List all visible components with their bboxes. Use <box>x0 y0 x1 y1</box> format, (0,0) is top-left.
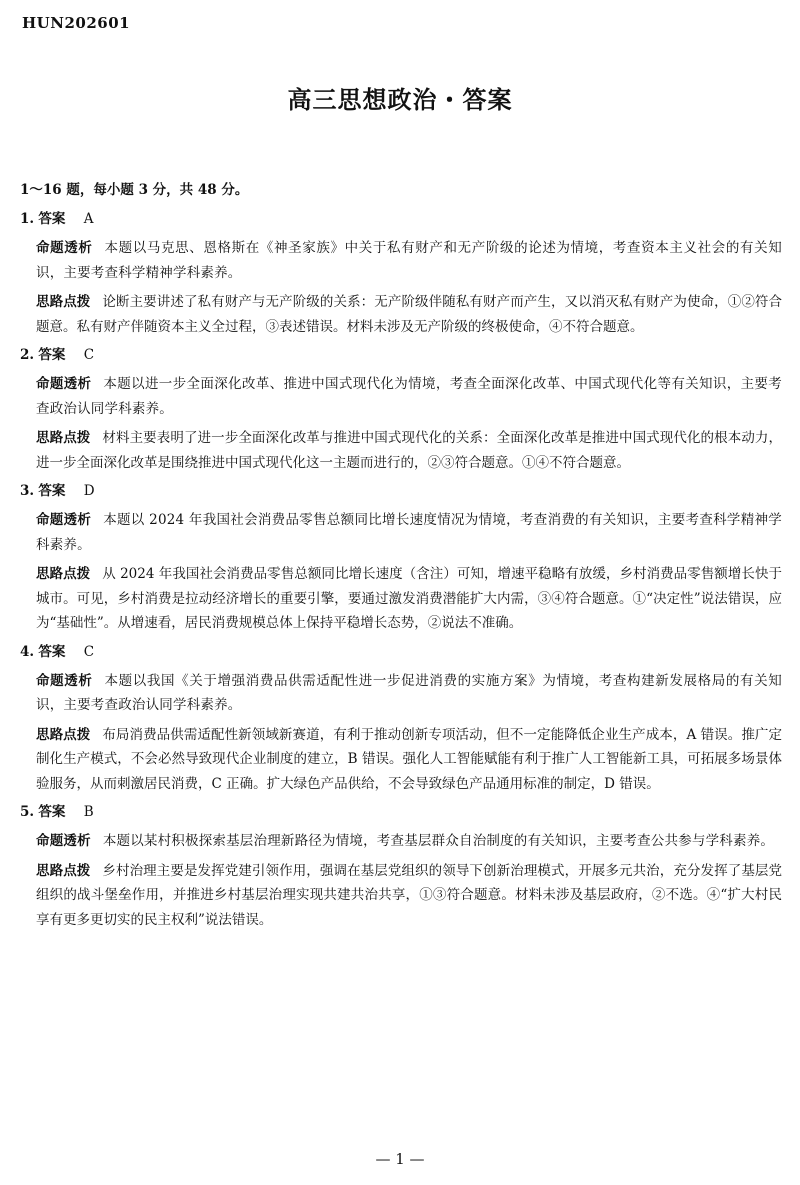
answer-label: 答案 <box>38 643 66 660</box>
question-2 <box>20 344 782 475</box>
question-1 <box>20 208 782 339</box>
hint-label: 思路点拨 <box>36 726 91 743</box>
hint-paragraph <box>20 723 782 797</box>
section-intro: 1～16 题，每小题 3 分，共 48 分。 <box>20 182 249 198</box>
question-number: 3. <box>20 483 35 499</box>
hint-paragraph <box>20 562 782 636</box>
question-header <box>20 801 782 823</box>
analysis-label: 命题透析 <box>36 512 92 528</box>
analysis-label: 命题透析 <box>36 376 92 392</box>
hint-text: 从 2024 年我国社会消费品零售总额同比增长速度（含注）可知，增速平稳略有放缓，乡村消费品零售额增长快于城市。可见，乡村消费是拉动经济增长的重要引擎，要通过激发消费潜能扩大内需，③④符合题意。①“决定性”说法错误，应为“基础性”。从增速看，居民消费规模总体上保持平稳增长态势，②说法不准确。 <box>36 566 783 631</box>
answer-choice: A <box>83 211 94 227</box>
analysis-paragraph <box>20 372 782 421</box>
question-5 <box>20 801 782 932</box>
page-number: — 1 — <box>375 1150 425 1168</box>
answer-choice: D <box>83 483 95 499</box>
hint-text: 乡村治理主要是发挥党建引领作用，强调在基层党组织的领导下创新治理模式，开展多元共治，充分发挥了基层党组织的战斗堡垒作用，并推进乡村基层治理实现共建共治共享，①③符合题意。材料未涉及基层政府，②不选。④“扩大村民享有更多更切实的民主权利”说法错误。 <box>36 862 783 928</box>
hint-label: 思路点拨 <box>36 430 91 446</box>
analysis-text: 本题以某村积极探索基层治理新路径为情境，考查基层群众自治制度的有关知识，主要考查公共参与学科素养。 <box>102 833 775 849</box>
analysis-label: 命题透析 <box>36 240 93 256</box>
answer-list <box>20 208 782 937</box>
hint-label: 思路点拨 <box>36 294 91 310</box>
question-header <box>20 641 782 663</box>
question-header <box>20 208 782 230</box>
answer-label: 答案 <box>38 804 66 820</box>
hint-paragraph <box>20 426 782 475</box>
question-number: 4. <box>20 643 35 660</box>
question-header <box>20 480 782 502</box>
analysis-paragraph <box>20 236 782 285</box>
hint-label: 思路点拨 <box>36 862 91 879</box>
hint-label: 思路点拨 <box>36 566 91 582</box>
analysis-label: 命题透析 <box>36 672 93 689</box>
analysis-paragraph <box>20 829 782 854</box>
analysis-text: 本题以进一步全面深化改革、推进中国式现代化为情境，考查全面深化改革、中国式现代化等有关知识，主要考查政治认同学科素养。 <box>36 376 782 417</box>
hint-paragraph <box>20 859 782 933</box>
analysis-paragraph <box>20 669 782 718</box>
question-number: 1. <box>20 211 35 227</box>
answer-choice: C <box>83 347 95 363</box>
hint-paragraph <box>20 290 782 339</box>
hint-text: 布局消费品供需适配性新领域新赛道，有利于推动创新专项活动，但不一定能降低企业生产成本，A 错误。推广定制化生产模式，不会必然导致现代企业制度的建立，B 错误。强化人工智能赋能有利于推广人工智能新工具，可拓展多场景体验服务，从而刺激居民消费，C 正确。扩大绿色产品供给，不会导致绿色产品通用标准的制定，D 错误。 <box>36 726 782 792</box>
answer-choice: C <box>83 643 95 660</box>
question-number: 2. <box>20 347 35 363</box>
hint-text: 论断主要讲述了私有财产与无产阶级的关系：无产阶级伴随私有财产而产生，又以消灭私有财产为使命，①②符合题意。私有财产伴随资本主义全过程，③表述错误。材料未涉及无产阶级的终极使命，④不符合题意。 <box>36 294 783 335</box>
analysis-paragraph <box>20 508 782 557</box>
analysis-text: 本题以 2024 年我国社会消费品零售总额同比增长速度情况为情境，考查消费的有关知识，主要考查科学精神学科素养。 <box>36 512 782 553</box>
analysis-text: 本题以我国《关于增强消费品供需适配性进一步促进消费的实施方案》为情境，考查构建新发展格局的有关知识，主要考查政治认同学科素养。 <box>36 672 782 713</box>
question-number: 5. <box>20 804 35 820</box>
analysis-label: 命题透析 <box>36 833 91 849</box>
answer-label: 答案 <box>38 483 66 499</box>
hint-text: 材料主要表明了进一步全面深化改革与推进中国式现代化的关系：全面深化改革是推进中国式现代化的根本动力，进一步全面深化改革是围绕推进中国式现代化这一主题而进行的，②③符合题意。①④不符合题意。 <box>36 430 783 471</box>
analysis-text: 本题以马克思、恩格斯在《神圣家族》中关于私有财产和无产阶级的论述为情境，考查资本主义社会的有关知识，主要考查科学精神学科素养。 <box>36 240 782 281</box>
page-title: 高三思想政治・答案 <box>287 85 513 114</box>
answer-label: 答案 <box>38 211 66 227</box>
answer-label: 答案 <box>38 347 66 363</box>
question-4 <box>20 641 782 797</box>
answer-choice: B <box>83 804 94 820</box>
exam-code: HUN202601 <box>22 14 131 32</box>
question-header <box>20 344 782 366</box>
question-3 <box>20 480 782 636</box>
